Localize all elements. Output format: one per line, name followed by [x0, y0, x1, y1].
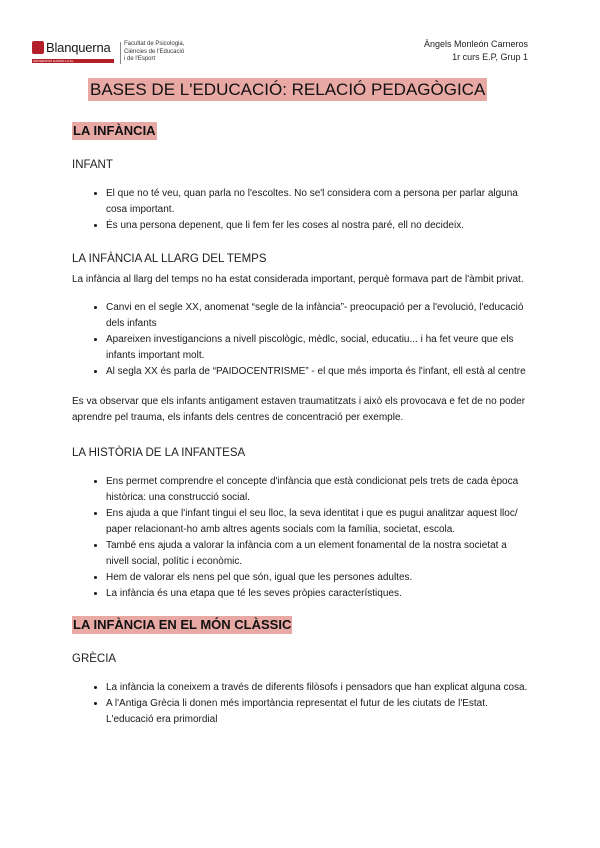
logo-name: Blanquerna	[46, 40, 111, 55]
logo-divider	[120, 42, 121, 64]
subheading-infant: INFANT	[72, 159, 113, 171]
list-item: • La infància és una etapa que té les seves pròpies característiques.	[106, 586, 528, 602]
list-item: • Ens ajuda a que l'infant tingui el seu lloc, la seva identitat i que es pugui analitzar aquest lloc/ paper relacionant-ho amb altres agents socials com la família, societat, escola.	[106, 506, 528, 538]
blanquerna-logo	[32, 40, 192, 70]
list-item: • La infància la coneixem a través de diferents filòsofs i pensadors que han explicat alguna cosa.	[106, 680, 528, 696]
list-item: • Hem de valorar els nens pel que són, igual que les persones adultes.	[106, 570, 528, 586]
logo-tagline: UNIVERSITAT RAMON LLULL	[33, 59, 75, 63]
list-item: • Canvi en el segle XX, anomenat “segle de la infància”- preocupació per a l'evolució, l'educació dels infants	[106, 300, 528, 332]
subheading-llarg: LA INFÀNCIA AL LLARG DEL TEMPS	[72, 253, 267, 265]
bullet-list-historia	[72, 474, 528, 602]
course-info: 1r curs E.P, Grup 1	[452, 52, 528, 62]
paragraph-llarg-intro: La infància al llarg del temps no ha estat considerada important, perquè formava part de l'àmbit privat.	[72, 274, 524, 285]
section-heading-infancia: LA INFÀNCIA	[73, 123, 156, 138]
page-title: BASES DE L'EDUCACIÓ: RELACIÓ PEDAGÒGICA	[90, 80, 486, 99]
list-item: • A l'Antiga Grècia li donen més importància representat el futur de les ciutats de l'Estat. L'educació era primordial	[106, 696, 528, 728]
subheading-historia: LA HISTÒRIA DE LA INFANTESA	[72, 447, 246, 459]
section-heading-classic: LA INFÀNCIA EN EL MÓN CLÀSSIC	[73, 617, 292, 632]
author-name: Àngels Monleón Carneros	[423, 39, 528, 49]
logo-mark-icon	[32, 41, 44, 54]
paragraph-llarg-outro: Es va observar que els infants antigament estaven traumatitzats i això els provocava e fet de no poder aprendre pel trauma, els infants dels centres de concentració per exemple.	[72, 396, 526, 423]
list-item: • Ens permet comprendre el concepte d'infància que està condicionat pels trets de cada època històrica: una construcció social.	[106, 474, 528, 506]
list-item: • Apareixen investigancions a nivell piscològic, mèdlc, social, educatiu... i ha fet veure que els infants important molt.	[106, 332, 528, 364]
list-item: • El que no té veu, quan parla no l'escoltes. No se'l considera com a persona per parlar alguna cosa important.	[106, 186, 528, 218]
document-body	[72, 122, 528, 738]
bullet-list-llarg	[72, 300, 528, 380]
list-item: • És una persona depenent, que li fem fer les coses al nostra paré, ell no decideix.	[106, 218, 528, 234]
faculty-line: Ciències de l'Educació	[124, 48, 185, 55]
subheading-grecia: GRÈCIA	[72, 653, 117, 665]
header-author-block	[424, 38, 528, 64]
list-item: • També ens ajuda a valorar la infància com a un element fonamental de la nostra societat a nivell social, polític i econòmic.	[106, 538, 528, 570]
list-item: • Al segla XX és parla de “PAIDOCENTRISME” - el que més importa és l'infant, ell està al centre	[106, 364, 528, 380]
bullet-list-grecia	[72, 680, 528, 728]
bullet-list-infant	[72, 186, 528, 234]
logo-wordmark	[32, 40, 111, 55]
faculty-line: Facultat de Psicologia,	[124, 41, 185, 47]
faculty-line: i de l'Esport	[124, 56, 156, 62]
logo-faculty	[124, 41, 184, 64]
